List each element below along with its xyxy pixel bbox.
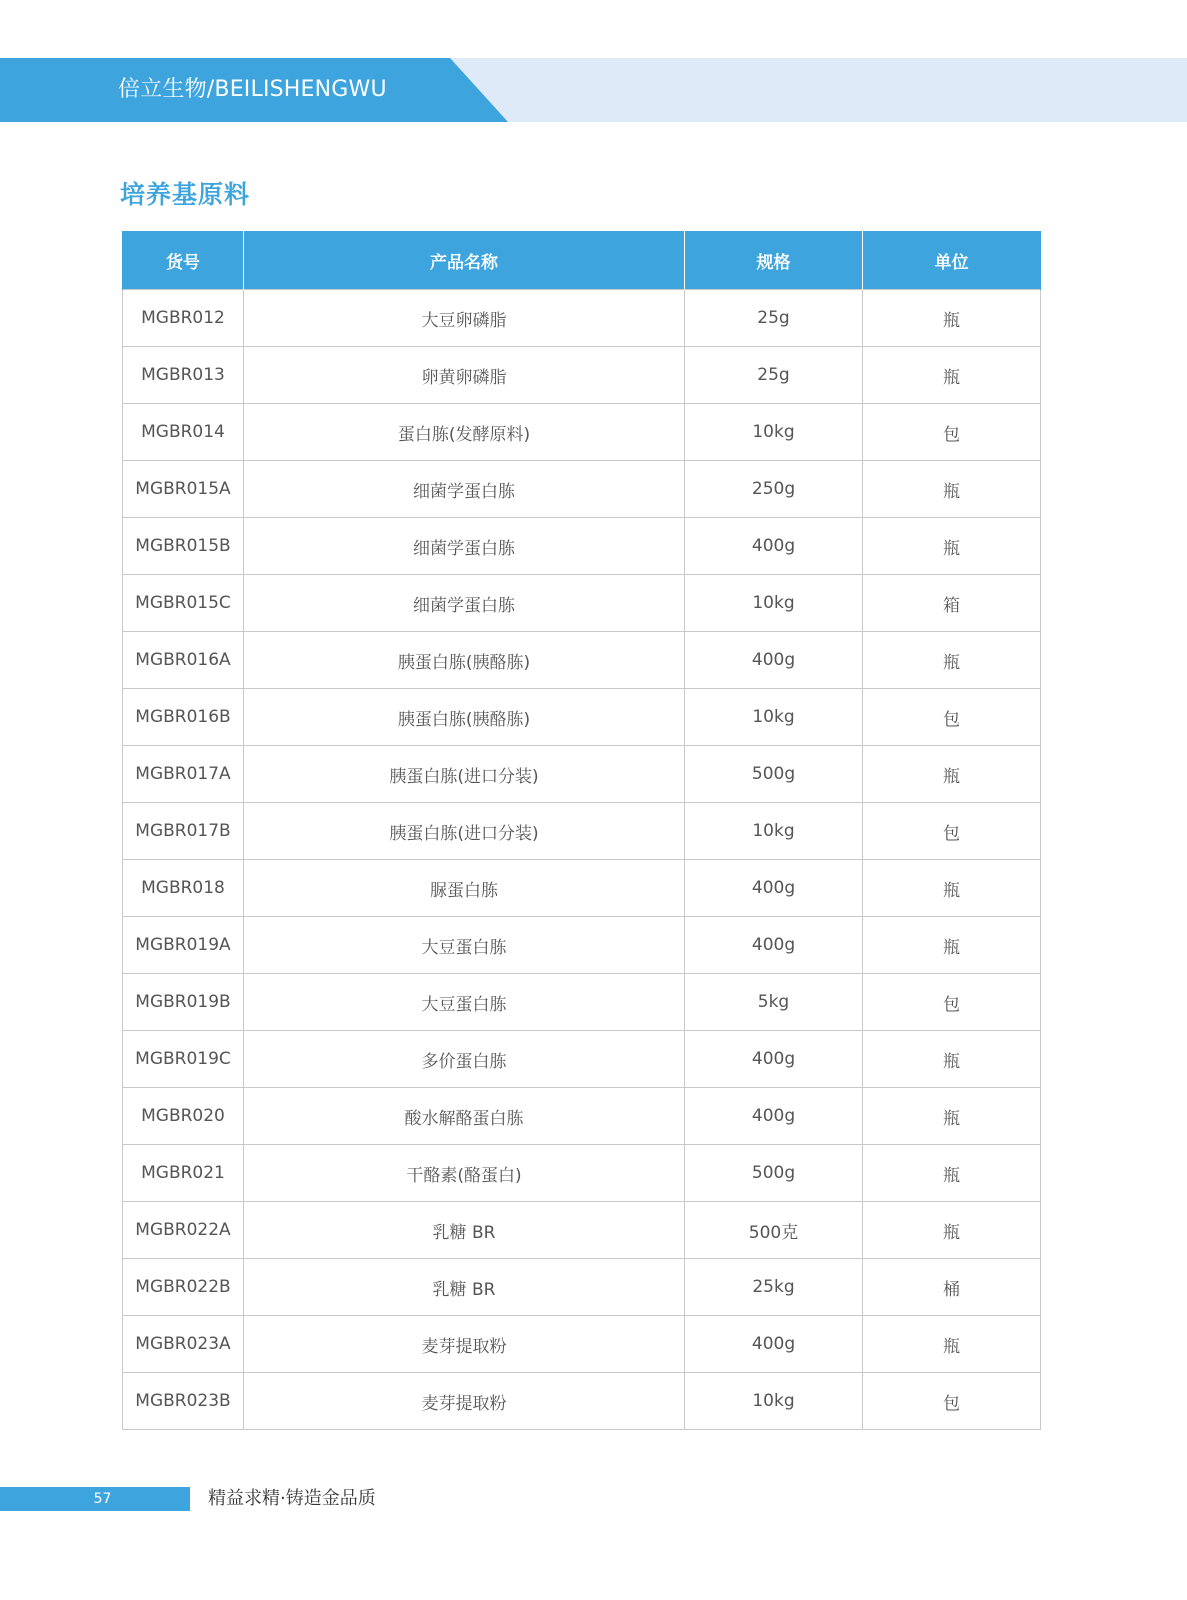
table-row [123, 1145, 1041, 1202]
item-number-cell: MGBR014 [123, 404, 244, 461]
specification-cell: 400g [685, 1088, 863, 1145]
table-row [123, 461, 1041, 518]
specification-cell: 25kg [685, 1259, 863, 1316]
column-header-specification: 规格 [685, 232, 863, 290]
unit-cell: 瓶 [863, 632, 1041, 689]
unit-cell: 瓶 [863, 860, 1041, 917]
table-row [123, 974, 1041, 1031]
product-name-cell: 酸水解酪蛋白胨 [244, 1088, 685, 1145]
product-name-cell: 乳糖 BR [244, 1259, 685, 1316]
table-body [123, 290, 1041, 1430]
product-name-cell: 细菌学蛋白胨 [244, 461, 685, 518]
table-row [123, 1031, 1041, 1088]
unit-cell: 瓶 [863, 347, 1041, 404]
table-row [123, 860, 1041, 917]
table-row [123, 404, 1041, 461]
product-name-cell: 胰蛋白胨(胰酪胨) [244, 632, 685, 689]
item-number-cell: MGBR015A [123, 461, 244, 518]
product-name-cell: 大豆蛋白胨 [244, 917, 685, 974]
specification-cell: 500g [685, 746, 863, 803]
unit-cell: 包 [863, 1373, 1041, 1430]
specification-cell: 10kg [685, 803, 863, 860]
unit-cell: 包 [863, 404, 1041, 461]
specification-cell: 400g [685, 518, 863, 575]
footer-slogan: 精益求精·铸造金品质 [208, 1488, 376, 1509]
item-number-cell: MGBR023B [123, 1373, 244, 1430]
item-number-cell: MGBR019A [123, 917, 244, 974]
item-number-cell: MGBR015B [123, 518, 244, 575]
product-name-cell: 麦芽提取粉 [244, 1373, 685, 1430]
product-name-cell: 干酪素(酪蛋白) [244, 1145, 685, 1202]
item-number-cell: MGBR016A [123, 632, 244, 689]
specification-cell: 400g [685, 632, 863, 689]
unit-cell: 瓶 [863, 1316, 1041, 1373]
column-header-unit: 单位 [863, 232, 1041, 290]
table-row [123, 575, 1041, 632]
product-name-cell: 胰蛋白胨(进口分装) [244, 803, 685, 860]
page-number: 57 [93, 1491, 112, 1507]
item-number-cell: MGBR016B [123, 689, 244, 746]
specification-cell: 10kg [685, 404, 863, 461]
table-row [123, 803, 1041, 860]
table-row [123, 632, 1041, 689]
product-name-cell: 细菌学蛋白胨 [244, 518, 685, 575]
item-number-cell: MGBR012 [123, 290, 244, 347]
specification-cell: 500克 [685, 1202, 863, 1259]
item-number-cell: MGBR021 [123, 1145, 244, 1202]
item-number-cell: MGBR023A [123, 1316, 244, 1373]
unit-cell: 包 [863, 974, 1041, 1031]
item-number-cell: MGBR013 [123, 347, 244, 404]
item-number-cell: MGBR019B [123, 974, 244, 1031]
table-row [123, 1373, 1041, 1430]
product-name-cell: 蛋白胨(发酵原料) [244, 404, 685, 461]
specification-cell: 400g [685, 1316, 863, 1373]
unit-cell: 瓶 [863, 746, 1041, 803]
unit-cell: 包 [863, 803, 1041, 860]
product-name-cell: 脲蛋白胨 [244, 860, 685, 917]
specification-cell: 5kg [685, 974, 863, 1031]
unit-cell: 瓶 [863, 290, 1041, 347]
table-row [123, 746, 1041, 803]
table-row [123, 1088, 1041, 1145]
item-number-cell: MGBR017A [123, 746, 244, 803]
specification-cell: 400g [685, 1031, 863, 1088]
header-title: 倍立生物/BEILISHENGWU [118, 77, 387, 102]
table-row [123, 917, 1041, 974]
specification-cell: 400g [685, 860, 863, 917]
unit-cell: 瓶 [863, 1088, 1041, 1145]
product-name-cell: 大豆蛋白胨 [244, 974, 685, 1031]
unit-cell: 包 [863, 689, 1041, 746]
specification-cell: 400g [685, 917, 863, 974]
item-number-cell: MGBR020 [123, 1088, 244, 1145]
unit-cell: 瓶 [863, 1031, 1041, 1088]
specification-cell: 10kg [685, 689, 863, 746]
table-header-row [123, 232, 1041, 290]
unit-cell: 瓶 [863, 518, 1041, 575]
column-header-product-name: 产品名称 [244, 232, 685, 290]
specification-cell: 250g [685, 461, 863, 518]
column-header-item-number: 货号 [123, 232, 244, 290]
table-row [123, 518, 1041, 575]
product-name-cell: 胰蛋白胨(进口分装) [244, 746, 685, 803]
table-row [123, 1202, 1041, 1259]
specification-cell: 10kg [685, 575, 863, 632]
unit-cell: 瓶 [863, 461, 1041, 518]
specification-cell: 10kg [685, 1373, 863, 1430]
product-name-cell: 麦芽提取粉 [244, 1316, 685, 1373]
item-number-cell: MGBR022B [123, 1259, 244, 1316]
item-number-cell: MGBR017B [123, 803, 244, 860]
product-name-cell: 多价蛋白胨 [244, 1031, 685, 1088]
table-row [123, 1316, 1041, 1373]
product-name-cell: 胰蛋白胨(胰酪胨) [244, 689, 685, 746]
product-name-cell: 乳糖 BR [244, 1202, 685, 1259]
table-row [123, 1259, 1041, 1316]
product-name-cell: 细菌学蛋白胨 [244, 575, 685, 632]
unit-cell: 瓶 [863, 917, 1041, 974]
item-number-cell: MGBR019C [123, 1031, 244, 1088]
specification-cell: 25g [685, 347, 863, 404]
specification-cell: 500g [685, 1145, 863, 1202]
unit-cell: 桶 [863, 1259, 1041, 1316]
product-name-cell: 卵黄卵磷脂 [244, 347, 685, 404]
item-number-cell: MGBR015C [123, 575, 244, 632]
unit-cell: 瓶 [863, 1145, 1041, 1202]
item-number-cell: MGBR022A [123, 1202, 244, 1259]
product-name-cell: 大豆卵磷脂 [244, 290, 685, 347]
unit-cell: 箱 [863, 575, 1041, 632]
table-row [123, 347, 1041, 404]
item-number-cell: MGBR018 [123, 860, 244, 917]
table-row [123, 290, 1041, 347]
specification-cell: 25g [685, 290, 863, 347]
table-row [123, 689, 1041, 746]
unit-cell: 瓶 [863, 1202, 1041, 1259]
section-title: 培养基原料 [120, 180, 251, 209]
product-table [122, 231, 1041, 1430]
